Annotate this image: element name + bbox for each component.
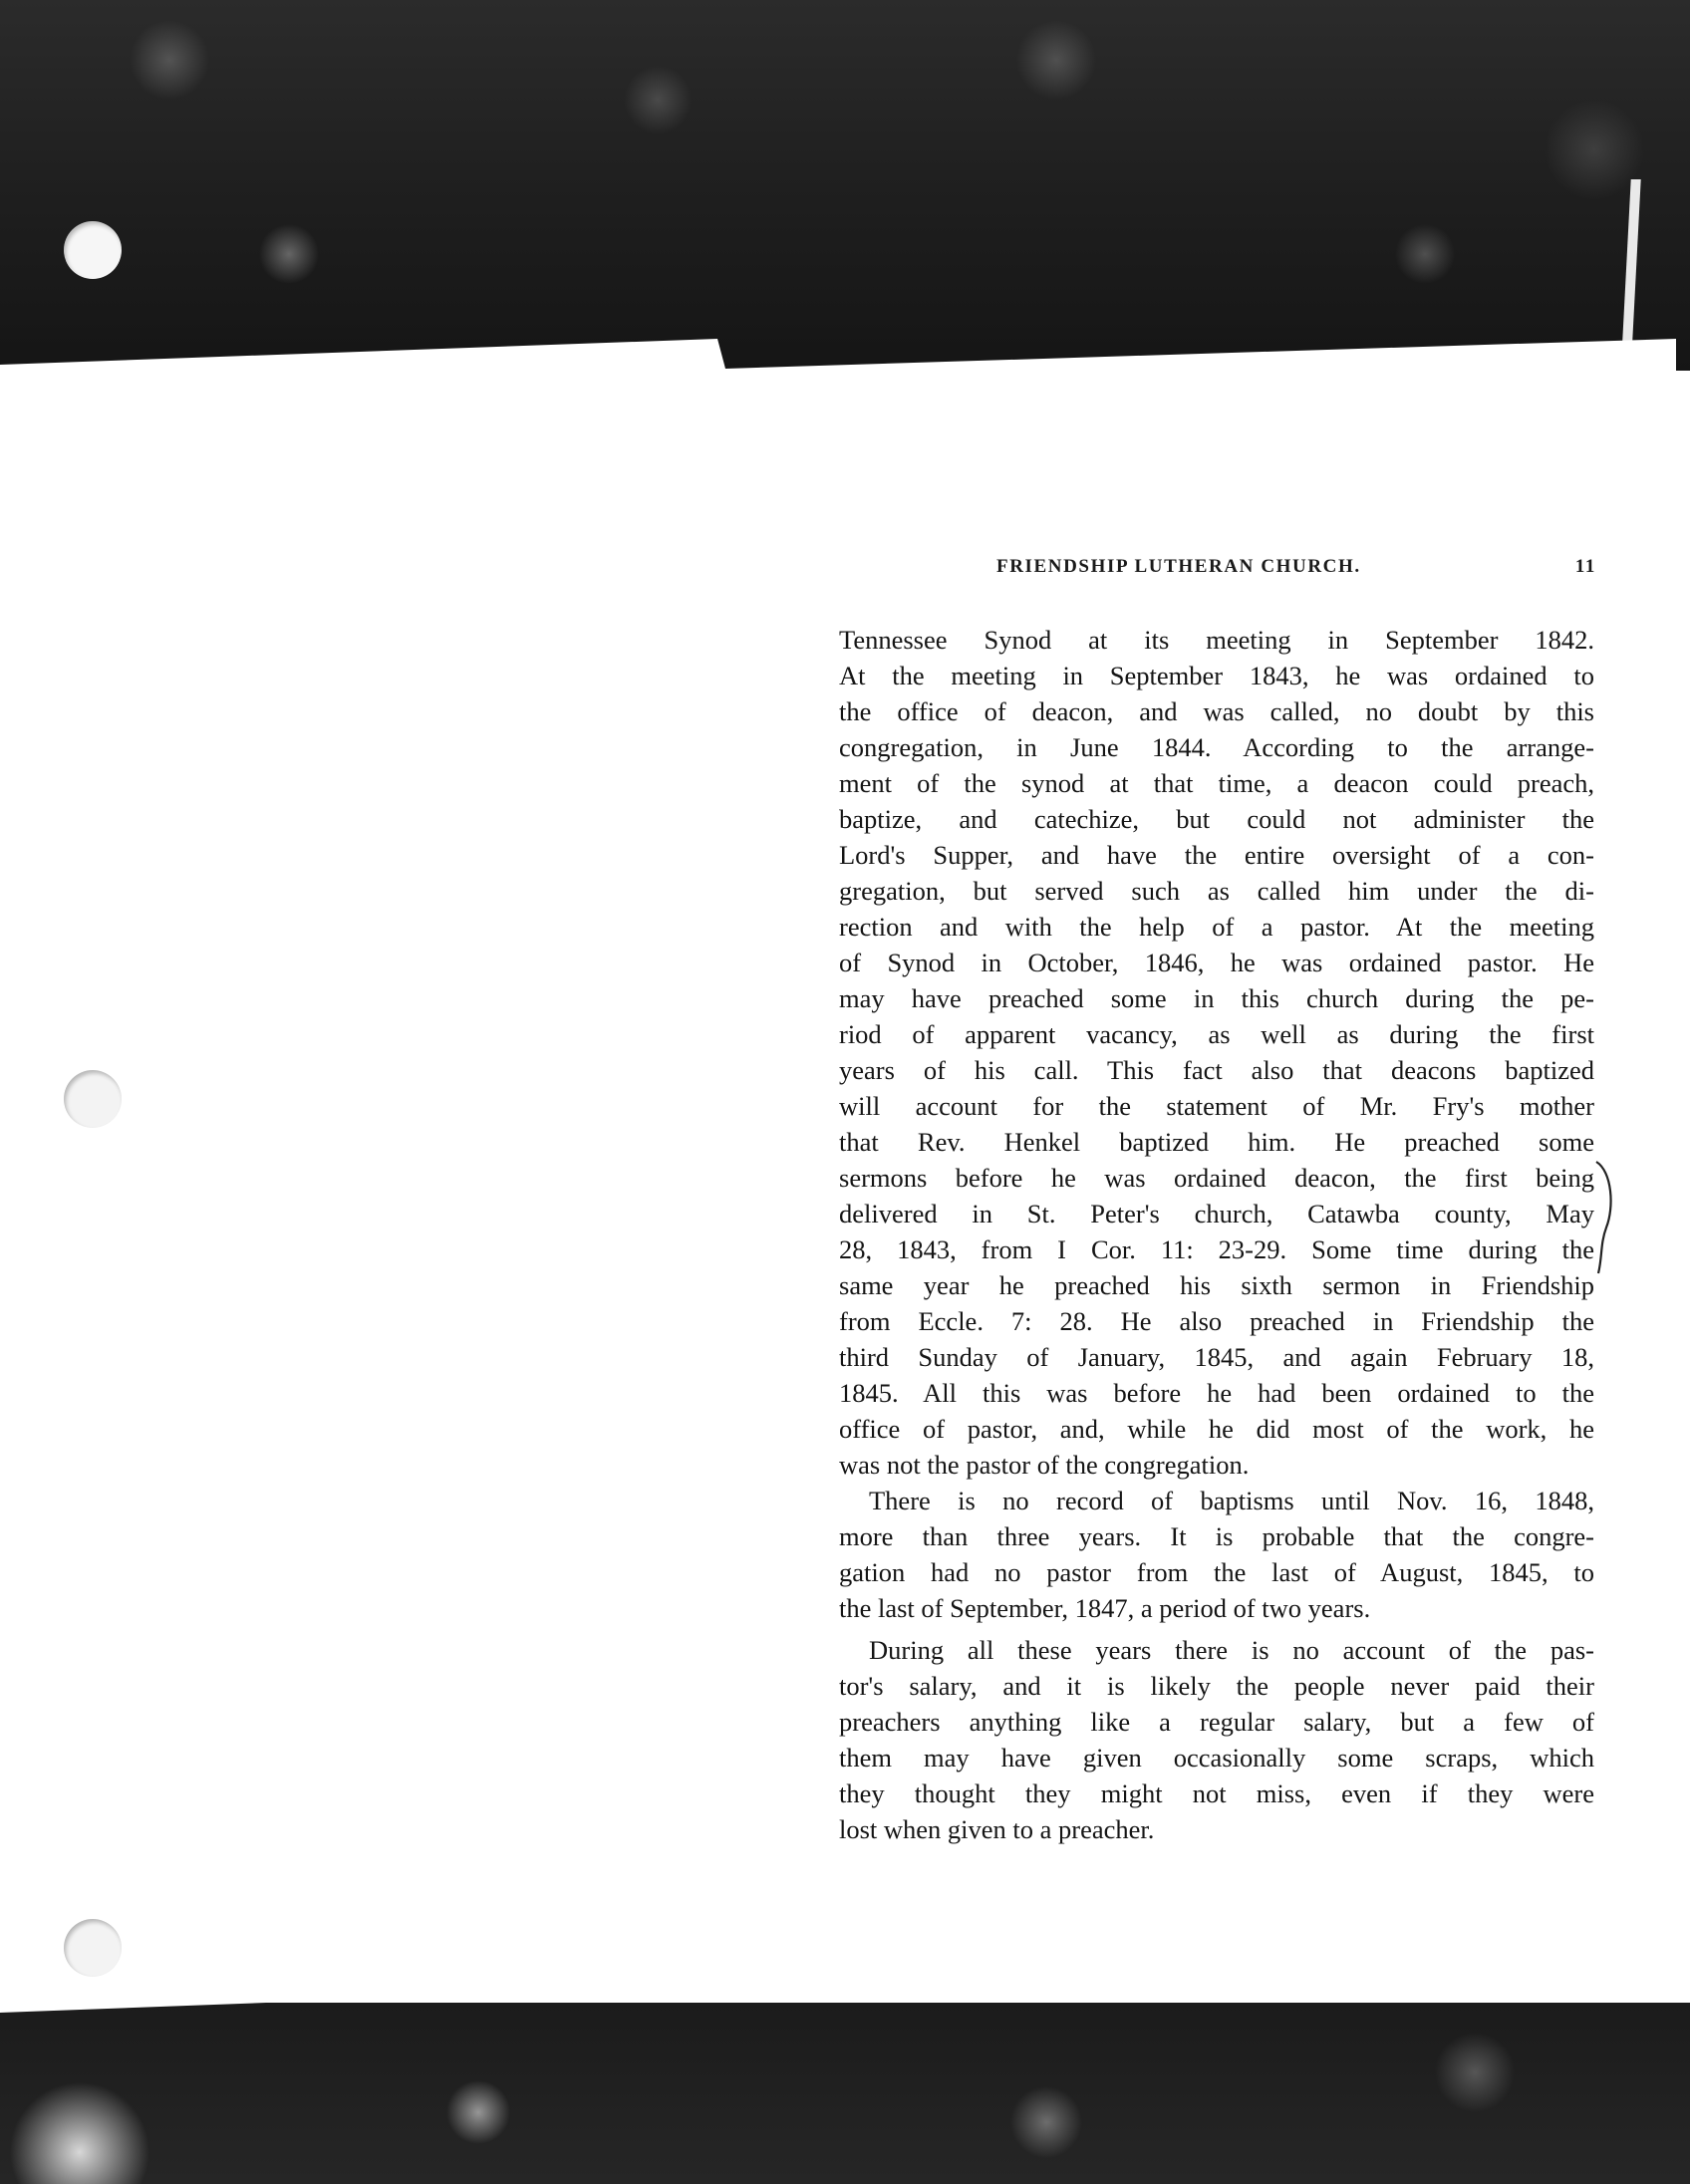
text-line: years of his call. This fact also that deacons baptized (839, 1055, 1594, 1085)
text-line: that Rev. Henkel baptized him. He preached some (839, 1127, 1594, 1157)
text-line: congregation, in June 1844. According to the arrange- (839, 732, 1594, 762)
scanner-background-bottom (0, 2003, 1690, 2184)
handwritten-bracket-mark (1592, 1158, 1622, 1277)
text-line: gation had no pastor from the last of August, 1845, to (839, 1557, 1594, 1587)
text-line: sermons before he was ordained deacon, the first being (839, 1163, 1594, 1193)
text-line: rection and with the help of a pastor. At the meeting (839, 912, 1594, 942)
text-line: from Eccle. 7: 28. He also preached in Friendship the (839, 1306, 1594, 1336)
text-line: same year he preached his sixth sermon in Friendship (839, 1270, 1594, 1300)
text-line: 1845. All this was before he had been ordained to the (839, 1378, 1594, 1408)
punch-hole-bottom (64, 1919, 122, 1977)
text-line: riod of apparent vacancy, as well as during the first (839, 1019, 1594, 1049)
body-text (839, 622, 1594, 1847)
text-line: 28, 1843, from I Cor. 11: 23-29. Some time during the (839, 1234, 1594, 1264)
text-line: third Sunday of January, 1845, and again February 18, (839, 1342, 1594, 1372)
text-line: gregation, but served such as called him under the di- (839, 876, 1594, 906)
text-line: ment of the synod at that time, a deacon could preach, (839, 768, 1594, 798)
text-line: tor's salary, and it is likely the people never paid their (839, 1671, 1594, 1701)
text-line: them may have given occasionally some scraps, which (839, 1743, 1594, 1773)
text-line: baptize, and catechize, but could not administer the (839, 804, 1594, 834)
text-line: may have preached some in this church during the pe- (839, 983, 1594, 1013)
punch-hole-middle (64, 1070, 122, 1128)
text-line: preachers anything like a regular salary, but a few of (839, 1707, 1594, 1737)
text-line: the office of deacon, and was called, no doubt by this (839, 696, 1594, 726)
running-title: FRIENDSHIP LUTHERAN CHURCH. (996, 556, 1361, 577)
text-line: of Synod in October, 1846, he was ordained pastor. He (839, 948, 1594, 977)
text-line: delivered in St. Peter's church, Catawba county, May (839, 1199, 1594, 1228)
text-line: more than three years. It is probable that the congre- (839, 1521, 1594, 1551)
text-line: lost when given to a preacher. (839, 1814, 1155, 1844)
text-line: office of pastor, and, while he did most of the work, he (839, 1414, 1594, 1444)
paragraph (839, 1483, 1594, 1626)
page-number: 11 (1574, 556, 1596, 577)
text-line: was not the pastor of the congregation. (839, 1450, 1250, 1480)
scanner-background-top (0, 0, 1690, 371)
running-header (986, 556, 1596, 586)
paragraph (839, 622, 1594, 1483)
text-line: the last of September, 1847, a period of two years. (839, 1593, 1371, 1623)
paragraph (839, 1632, 1594, 1847)
text-line: Lord's Supper, and have the entire oversight of a con- (839, 840, 1594, 870)
text-line: During all these years there is no account of the pas- (869, 1635, 1594, 1665)
text-line: they thought they might not miss, even if they were (839, 1778, 1594, 1808)
punch-hole-top (64, 221, 122, 279)
text-line: At the meeting in September 1843, he was ordained to (839, 661, 1594, 690)
text-line: Tennessee Synod at its meeting in September 1842. (839, 625, 1594, 655)
text-line: There is no record of baptisms until Nov. 16, 1848, (869, 1486, 1594, 1515)
text-line: will account for the statement of Mr. Fry's mother (839, 1091, 1594, 1121)
